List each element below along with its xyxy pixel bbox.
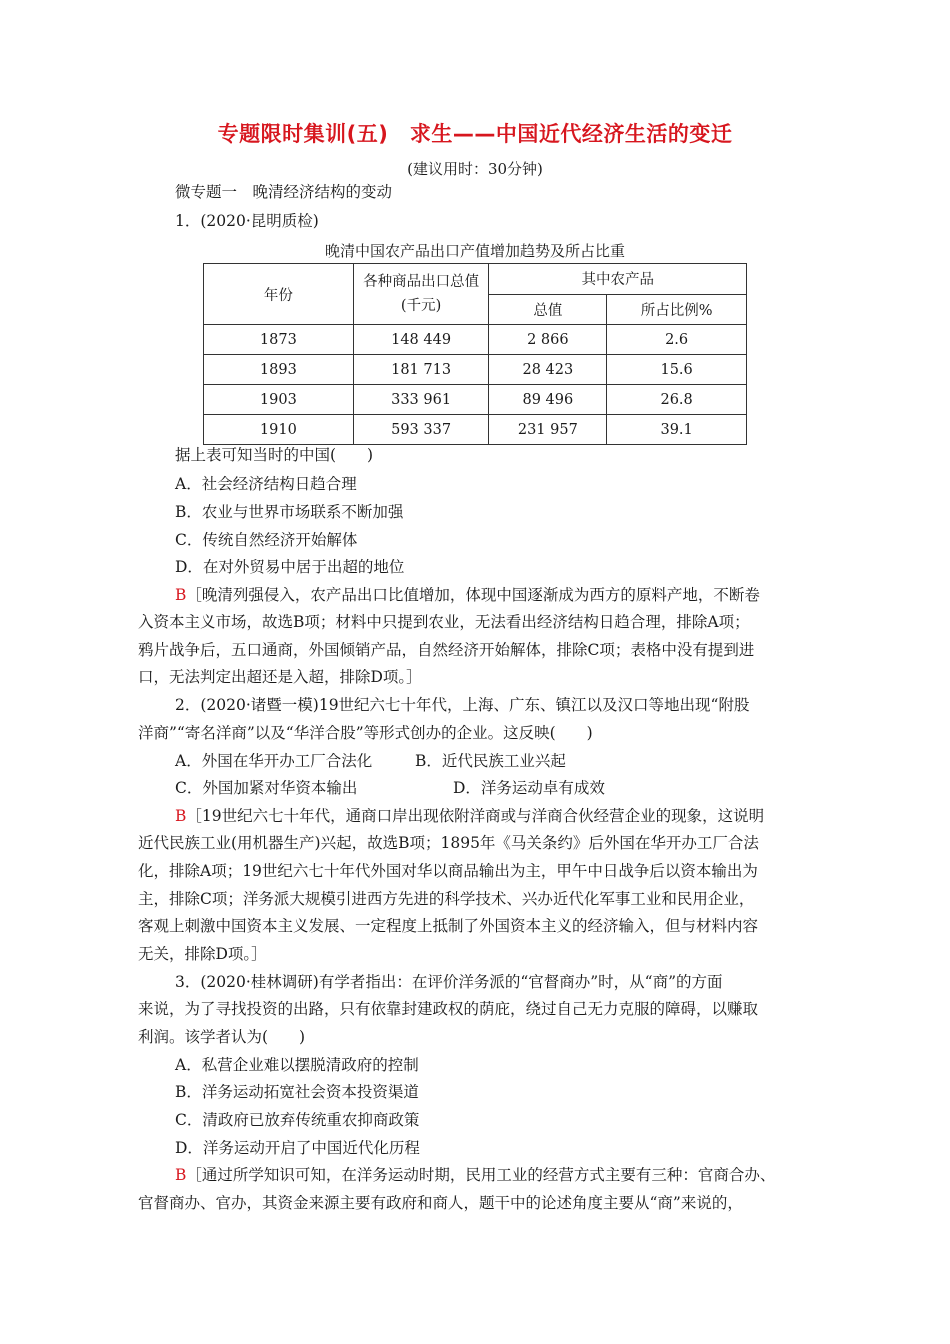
cell-agri-total: 28 423 <box>489 355 607 385</box>
cell-agri-total: 89 496 <box>489 385 607 415</box>
q2-option-c: C．外国加紧对华资本输出 <box>175 779 358 797</box>
q3-stem-line: 来说，为了寻找投资的出路，只有依靠封建政权的荫庇，绕过自己无力克服的障碍，以赚取 <box>138 1000 759 1018</box>
q3-stem-line: 3．(2020·桂林调研)有学者指出：在评价洋务派的“官督商办”时，从“商”的方面 <box>175 973 723 991</box>
q3-option-b: B．洋务运动拓宽社会资本投资渠道 <box>175 1083 419 1101</box>
suggested-time: (建议用时：30分钟) <box>407 160 543 178</box>
q3-stem-line: 利润。该学者认为( ) <box>138 1028 306 1046</box>
q2-option-d: D．洋务运动卓有成效 <box>453 779 605 797</box>
q3-option-a: A．私营企业难以摆脱清政府的控制 <box>175 1056 419 1074</box>
cell-total: 181 713 <box>353 355 489 385</box>
q1-explanation-line: 口，无法判定出超还是入超，排除D项。］ <box>138 668 422 686</box>
header-agri: 其中农产品 <box>489 264 747 295</box>
q1-answer: B <box>175 586 187 604</box>
cell-year: 1903 <box>204 385 354 415</box>
q1-option-c: C．传统自然经济开始解体 <box>175 531 358 549</box>
q2-option-a: A．外国在华开办工厂合法化 <box>175 752 373 770</box>
cell-total: 148 449 <box>353 325 489 355</box>
cell-agri-total: 231 957 <box>489 415 607 445</box>
cell-agri-pct: 15.6 <box>607 355 747 385</box>
q3-answer: B <box>175 1166 187 1184</box>
page-title: 专题限时集训(五) 求生——中国近代经济生活的变迁 <box>217 122 733 146</box>
q1-question: 据上表可知当时的中国( ) <box>175 446 374 464</box>
q2-explanation-line: 客观上刺激中国资本主义发展、一定程度上抵制了外国资本主义的经济输入，但与材料内容 <box>138 917 759 935</box>
cell-year: 1873 <box>204 325 354 355</box>
q3-explanation-line: B［通过所学知识可知，在洋务运动时期，民用工业的经营方式主要有三种：官商合办、 <box>175 1166 776 1184</box>
header-agri-pct: 所占比例% <box>607 294 747 325</box>
q3-explanation-line: 官督商办、官办，其资金来源主要有政府和商人，题干中的论述角度主要从“商”来说的， <box>138 1194 743 1212</box>
q1-explanation-line: 入资本主义市场，故选B项；材料中只提到农业，无法看出经济结构日趋合理，排除A项； <box>138 613 750 631</box>
cell-agri-total: 2 866 <box>489 325 607 355</box>
q2-explanation-line: 无关，排除D项。］ <box>138 945 267 963</box>
q1-stem: 1．(2020·昆明质检) <box>175 212 319 230</box>
q2-stem-line: 2．(2020·诸暨一模)19世纪六七十年代，上海、广东、镇江以及汉口等地出现“附股 <box>175 696 750 714</box>
q3-option-c: C．清政府已放弃传统重农抑商政策 <box>175 1111 420 1129</box>
q1-explanation-line: 鸦片战争后，五口通商，外国倾销产品，自然经济开始解体，排除C项；表格中没有提到进 <box>138 641 755 659</box>
q2-answer: B <box>175 807 187 825</box>
cell-agri-pct: 39.1 <box>607 415 747 445</box>
table-header-row <box>204 264 747 295</box>
export-table <box>203 263 747 445</box>
cell-year: 1893 <box>204 355 354 385</box>
table-row <box>204 385 747 415</box>
q2-explanation-line: B［19世纪六七十年代，通商口岸出现依附洋商或与洋商合伙经营企业的现象，这说明 <box>175 807 765 825</box>
q2-option-b: B．近代民族工业兴起 <box>415 752 566 770</box>
header-total: 各种商品出口总值(千元) <box>353 264 489 325</box>
q2-explanation-line: 近代民族工业(用机器生产)兴起，故选B项；1895年《马关条约》后外国在华开办工厂合法 <box>138 834 759 852</box>
q3-option-d: D．洋务运动开启了中国近代化历程 <box>175 1139 420 1157</box>
q1-explanation-line: B［晚清列强侵入，农产品出口比值增加，体现中国逐渐成为西方的原料产地，不断卷 <box>175 586 760 604</box>
header-agri-total: 总值 <box>489 294 607 325</box>
cell-year: 1910 <box>204 415 354 445</box>
q2-explanation-line: 化，排除A项；19世纪六七十年代外国对华以商品输出为主，甲午中日战争后以资本输出为 <box>138 862 758 880</box>
q1-option-d: D．在对外贸易中居于出超的地位 <box>175 558 405 576</box>
table-row <box>204 415 747 445</box>
cell-total: 333 961 <box>353 385 489 415</box>
table-title: 晚清中国农产品出口产值增加趋势及所占比重 <box>324 242 625 260</box>
q1-option-a: A．社会经济结构日趋合理 <box>175 475 357 493</box>
section-heading: 微专题一 晚清经济结构的变动 <box>175 183 393 201</box>
q2-stem-line: 洋商”“寄名洋商”以及“华洋合股”等形式创办的企业。这反映( ) <box>138 724 593 742</box>
table-row <box>204 355 747 385</box>
q2-explanation-line: 主，排除C项；洋务派大规模引进西方先进的科学技术、兴办近代化军事工业和民用企业， <box>138 890 755 908</box>
cell-total: 593 337 <box>353 415 489 445</box>
cell-agri-pct: 26.8 <box>607 385 747 415</box>
cell-agri-pct: 2.6 <box>607 325 747 355</box>
table-row <box>204 325 747 355</box>
q1-option-b: B．农业与世界市场联系不断加强 <box>175 503 404 521</box>
header-year: 年份 <box>204 264 354 325</box>
